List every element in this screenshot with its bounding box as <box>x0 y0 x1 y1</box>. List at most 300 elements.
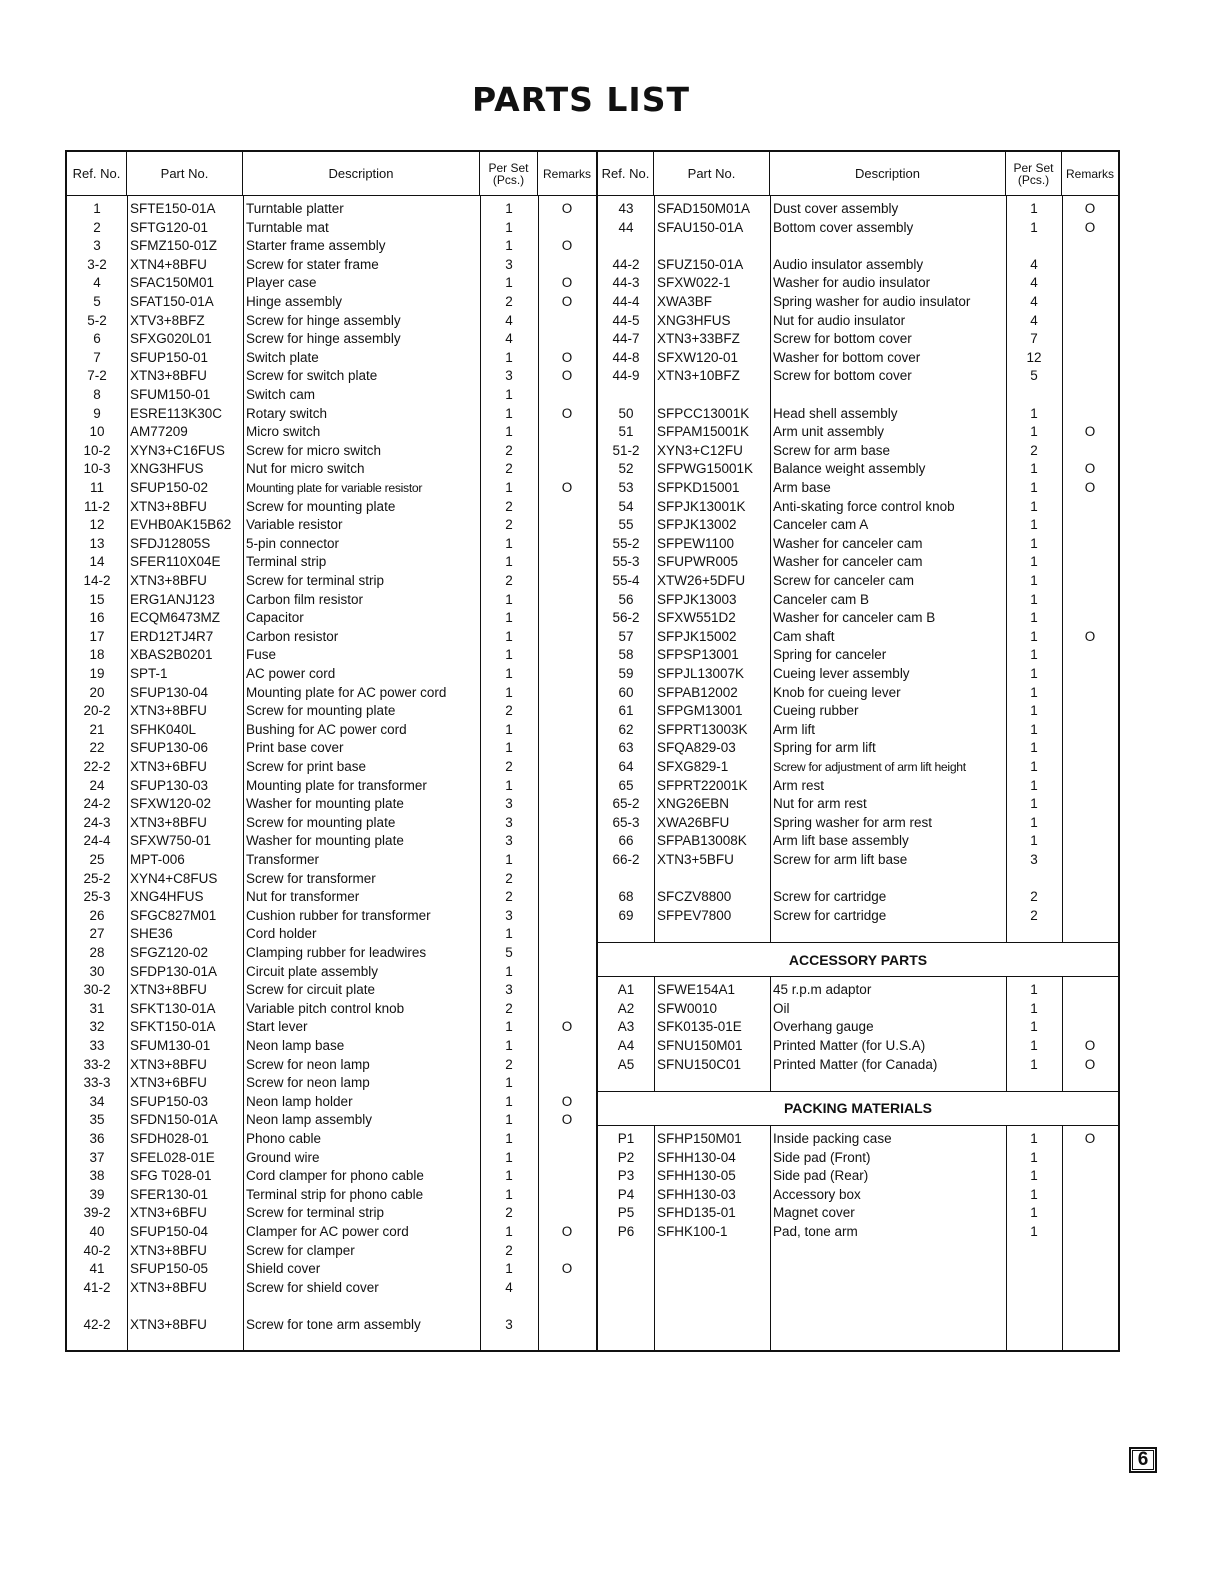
quantity-cell: 1 <box>505 777 513 793</box>
table-row <box>67 665 596 684</box>
header-per-set <box>1006 152 1062 195</box>
ref-no-cell: 20 <box>89 684 105 700</box>
table-row <box>598 795 1118 814</box>
quantity-cell: 1 <box>505 926 513 942</box>
part-no-cell: SFAC150M01 <box>130 275 215 291</box>
ref-no-cell: 33-2 <box>83 1056 111 1072</box>
quantity-cell: 2 <box>1030 907 1038 923</box>
part-no-cell: SFPAB13008K <box>657 833 747 849</box>
page-number: 6 <box>1132 1450 1154 1470</box>
ref-no-cell: 24-4 <box>83 833 111 849</box>
description-cell: Arm rest <box>773 777 825 793</box>
table-row <box>598 293 1118 312</box>
description-cell: Inside packing case <box>773 1131 892 1146</box>
description-cell: Screw for print base <box>246 759 367 774</box>
ref-no-cell: 11-2 <box>83 498 111 514</box>
remarks-cell: O <box>561 1224 573 1239</box>
ref-no-cell: 28 <box>89 945 105 960</box>
table-row <box>67 1186 596 1205</box>
ref-no-cell: 10-2 <box>83 442 111 458</box>
description-cell: Accessory box <box>773 1186 861 1202</box>
description-cell: Screw for bottom cover <box>773 331 912 347</box>
part-no-cell: SFTE150-01A <box>130 201 216 216</box>
remarks-cell: O <box>561 405 573 421</box>
part-no-cell: XTN3+8BFU <box>130 982 207 998</box>
ref-no-cell: 44-2 <box>612 256 640 272</box>
description-cell: Phono cable <box>246 1131 322 1146</box>
quantity-cell: 1 <box>1030 201 1038 216</box>
ref-no-cell: 33 <box>89 1038 105 1053</box>
description-cell: Screw for stater frame <box>246 256 379 272</box>
ref-no-cell: A1 <box>617 982 635 998</box>
description-cell: Variable resistor <box>246 517 343 533</box>
part-no-cell: SFPRT22001K <box>657 777 748 793</box>
part-no-cell: SFAD150M01A <box>657 201 751 216</box>
ref-no-cell: 17 <box>89 628 105 644</box>
description-cell: Washer for mounting plate <box>246 796 404 812</box>
ref-no-cell: 39-2 <box>83 1205 111 1221</box>
ref-no-cell: 25-3 <box>83 889 111 905</box>
quantity-cell: 1 <box>1030 480 1038 495</box>
quantity-cell: 1 <box>1030 814 1038 830</box>
ref-no-cell: 14 <box>89 554 105 570</box>
ref-no-cell: 24-2 <box>83 796 111 812</box>
ref-no-cell: P6 <box>617 1224 635 1239</box>
description-cell: Circuit plate assembly <box>246 963 379 979</box>
ref-no-cell: 34 <box>89 1093 105 1109</box>
ref-no-cell: 5 <box>93 294 101 309</box>
table-row <box>67 442 596 461</box>
part-no-cell: SFPJK13001K <box>657 498 746 514</box>
description-cell: Turntable mat <box>246 219 329 235</box>
description-cell: Balance weight assembly <box>773 461 926 477</box>
description-cell: Cam shaft <box>773 628 835 644</box>
part-no-cell: XTN3+6BFU <box>130 1205 207 1221</box>
table-row <box>598 721 1118 740</box>
remarks-cell: O <box>561 349 573 365</box>
ref-no-cell: 26 <box>89 907 105 923</box>
quantity-cell: 1 <box>505 666 513 681</box>
ref-no-cell: 44-4 <box>612 294 640 309</box>
quantity-cell: 3 <box>505 982 513 998</box>
part-no-cell: SFXG020L01 <box>130 331 212 347</box>
ref-no-cell: 50 <box>618 405 634 421</box>
ref-no-cell: 44-3 <box>612 275 640 291</box>
quantity-cell: 1 <box>1030 833 1038 849</box>
ref-no-cell: 13 <box>89 535 105 551</box>
table-row <box>67 1167 596 1186</box>
part-no-cell: SFAT150-01A <box>130 294 214 309</box>
description-cell: Canceler cam B <box>773 591 870 607</box>
description-cell: Screw for cartridge <box>773 889 887 905</box>
quantity-cell: 2 <box>505 870 513 886</box>
table-row <box>67 386 596 405</box>
remarks-cell: O <box>561 275 573 291</box>
ref-no-cell: 33-3 <box>83 1075 111 1091</box>
header-part-no: Part No. <box>127 152 243 195</box>
part-no-cell: ECQM6473MZ <box>130 610 221 626</box>
description-cell: Ground wire <box>246 1149 320 1165</box>
description-cell: Screw for mounting plate <box>246 703 396 719</box>
remarks-cell: O <box>561 480 573 495</box>
quantity-cell: 2 <box>505 294 513 309</box>
description-cell: Terminal strip for phono cable <box>246 1186 424 1202</box>
part-no-cell: SFG T028-01 <box>130 1168 212 1184</box>
quantity-cell: 1 <box>1030 219 1038 235</box>
ref-no-cell: 36 <box>89 1131 105 1146</box>
part-no-cell: SFXW120-01 <box>657 349 739 365</box>
quantity-cell: 1 <box>505 740 513 756</box>
quantity-cell: 1 <box>1030 1019 1038 1035</box>
header-ref-no: Ref. No. <box>67 152 127 195</box>
description-cell: Screw for arm base <box>773 442 891 458</box>
remarks-cell: O <box>1084 628 1096 644</box>
table-row <box>67 498 596 517</box>
part-no-cell: SFHH130-05 <box>657 1168 736 1184</box>
ref-no-cell: P3 <box>617 1168 635 1184</box>
remarks-cell: O <box>561 1019 573 1035</box>
quantity-cell: 2 <box>505 1000 513 1016</box>
quantity-cell: 1 <box>1030 1186 1038 1202</box>
description-cell: Bushing for AC power cord <box>246 721 407 737</box>
description-cell: Neon lamp holder <box>246 1093 353 1109</box>
quantity-cell: 1 <box>1030 405 1038 421</box>
table-row <box>598 832 1118 851</box>
ref-no-cell: 54 <box>618 498 634 514</box>
description-cell: Variable pitch control knob <box>246 1000 405 1016</box>
part-no-cell: XNG4HFUS <box>130 889 204 905</box>
quantity-cell: 1 <box>505 1038 513 1053</box>
description-cell: Knob for cueing lever <box>773 684 901 700</box>
table-row <box>67 572 596 591</box>
quantity-cell: 1 <box>505 721 513 737</box>
part-no-cell: SFUPWR005 <box>657 554 739 570</box>
ref-no-cell: 10 <box>89 424 105 440</box>
description-cell: Nut for arm rest <box>773 796 867 812</box>
part-no-cell: SFER130-01 <box>130 1186 209 1202</box>
header-per-set-line1: Per Set <box>488 160 529 175</box>
table-row <box>67 1316 596 1335</box>
table-row <box>598 888 1118 907</box>
part-no-cell: SFKT150-01A <box>130 1019 216 1035</box>
ref-no-cell: 7 <box>93 349 101 365</box>
description-cell: Audio insulator assembly <box>773 256 924 272</box>
table-row <box>67 423 596 442</box>
description-cell: Spring washer for arm rest <box>773 814 933 830</box>
header-remarks: Remarks <box>542 166 591 181</box>
ref-no-cell: 41-2 <box>83 1279 111 1295</box>
table-row <box>67 832 596 851</box>
quantity-cell: 2 <box>505 498 513 514</box>
part-no-cell: XTN3+8BFU <box>130 1279 207 1295</box>
part-no-cell: SFDJ12805S <box>130 535 211 551</box>
part-no-cell: SFPRT13003K <box>657 721 748 737</box>
part-no-cell: XNG3HFUS <box>130 461 204 477</box>
quantity-cell: 3 <box>505 368 513 384</box>
remarks-cell: O <box>561 1093 573 1109</box>
part-no-cell: SHE36 <box>130 926 173 942</box>
ref-no-cell: 65-3 <box>612 814 640 830</box>
remarks-cell: O <box>1084 219 1096 235</box>
part-no-cell: XTW26+5DFU <box>657 573 746 588</box>
description-cell: Bottom cover assembly <box>773 219 914 235</box>
description-cell: Arm base <box>773 480 831 495</box>
description-cell: Screw for clamper <box>246 1242 355 1258</box>
description-cell: Side pad (Front) <box>773 1149 871 1165</box>
table-row <box>67 888 596 907</box>
remarks-cell: O <box>561 201 573 216</box>
description-cell: Arm lift <box>773 721 815 737</box>
remarks-cell: O <box>561 238 573 254</box>
ref-no-cell: P1 <box>617 1131 635 1146</box>
quantity-cell: 1 <box>505 852 513 867</box>
ref-no-cell: A5 <box>617 1056 635 1072</box>
header-part-no: Part No. <box>654 152 770 195</box>
table-row <box>598 479 1118 498</box>
remarks-cell: O <box>1084 1056 1096 1072</box>
part-no-cell: MPT-006 <box>130 852 185 867</box>
part-no-cell: SFXG829-1 <box>657 759 729 774</box>
description-cell: Switch plate <box>246 349 319 365</box>
ref-no-cell: 40 <box>89 1224 105 1239</box>
quantity-cell: 4 <box>1030 275 1038 291</box>
quantity-cell: 3 <box>1030 852 1038 867</box>
quantity-cell: 1 <box>505 1112 513 1128</box>
ref-no-cell: 59 <box>618 666 634 681</box>
quantity-cell: 2 <box>505 1056 513 1072</box>
description-cell: Washer for canceler cam <box>773 554 923 570</box>
description-cell: Dust cover assembly <box>773 201 899 216</box>
table-row <box>598 851 1118 870</box>
quantity-cell: 1 <box>505 554 513 570</box>
ref-no-cell: 11 <box>89 480 104 495</box>
table-row <box>67 256 596 275</box>
table-row <box>598 907 1118 926</box>
ref-no-cell: 5-2 <box>87 312 107 328</box>
table-row <box>598 516 1118 535</box>
quantity-cell: 4 <box>505 1279 513 1295</box>
ref-no-cell: 61 <box>618 703 634 719</box>
quantity-cell: 1 <box>1030 554 1038 570</box>
quantity-cell: 1 <box>505 349 513 365</box>
table-row <box>67 535 596 554</box>
table-row <box>598 814 1118 833</box>
table-row <box>67 1242 596 1261</box>
quantity-cell: 1 <box>1030 1038 1038 1053</box>
table-row <box>67 925 596 944</box>
remarks-cell: O <box>561 1261 573 1277</box>
ref-no-cell: 30-2 <box>83 982 111 998</box>
ref-no-cell: 69 <box>618 907 634 923</box>
part-no-cell: SFUP130-06 <box>130 740 209 756</box>
table-row <box>67 237 596 256</box>
table-row <box>598 981 1118 1000</box>
ref-no-cell: 39 <box>89 1186 105 1202</box>
table-row <box>67 479 596 498</box>
quantity-cell: 4 <box>1030 256 1038 272</box>
part-no-cell: SFUP150-03 <box>130 1093 209 1109</box>
ref-no-cell: 62 <box>618 721 634 737</box>
quantity-cell: 3 <box>505 833 513 849</box>
table-row <box>67 1018 596 1037</box>
part-no-cell: SFPCC13001K <box>657 405 750 421</box>
quantity-cell: 2 <box>505 889 513 905</box>
ref-no-cell: P4 <box>617 1186 635 1202</box>
description-cell: Screw for tone arm assembly <box>246 1317 421 1332</box>
description-cell: Magnet cover <box>773 1205 855 1221</box>
ref-no-cell: 55 <box>618 517 634 533</box>
ref-no-cell: 58 <box>618 647 634 663</box>
quantity-cell: 1 <box>505 1261 513 1277</box>
quantity-cell: 1 <box>505 1149 513 1165</box>
quantity-cell: 1 <box>505 610 513 626</box>
part-no-cell: SFUP150-01 <box>130 349 209 365</box>
part-no-cell: XYN4+C8FUS <box>130 870 218 886</box>
quantity-cell: 5 <box>505 945 513 960</box>
part-no-cell: SFXW022-1 <box>657 275 731 291</box>
header-remarks: Remarks <box>1065 166 1114 181</box>
quantity-cell: 1 <box>1030 684 1038 700</box>
description-cell: Switch cam <box>246 387 316 402</box>
table-row <box>67 944 596 963</box>
quantity-cell: 1 <box>1030 610 1038 626</box>
table-row <box>67 516 596 535</box>
quantity-cell: 1 <box>505 1075 513 1091</box>
quantity-cell: 2 <box>1030 889 1038 905</box>
part-no-cell: XWA26BFU <box>657 814 730 830</box>
quantity-cell: 1 <box>1030 982 1038 998</box>
part-no-cell: SFXW120-02 <box>130 796 212 812</box>
description-cell: Fuse <box>246 647 277 663</box>
description-cell: Overhang gauge <box>773 1019 874 1035</box>
part-no-cell: SFDN150-01A <box>130 1112 218 1128</box>
table-row <box>598 442 1118 461</box>
description-cell: Head shell assembly <box>773 405 898 421</box>
table-row <box>67 1056 596 1075</box>
quantity-cell: 2 <box>505 573 513 588</box>
description-cell: Washer for mounting plate <box>246 833 404 849</box>
part-no-cell: SFKT130-01A <box>130 1000 216 1016</box>
part-no-cell: SFPAB12002 <box>657 684 738 700</box>
part-no-cell: SFPGM13001 <box>657 703 743 719</box>
table-row <box>598 1167 1118 1186</box>
remarks-cell: O <box>1084 1131 1096 1146</box>
table-row <box>67 1279 596 1298</box>
table-row <box>598 1130 1118 1149</box>
part-no-cell: XYN3+C12FU <box>657 442 743 458</box>
description-cell: Screw for bottom cover <box>773 368 912 384</box>
quantity-cell: 3 <box>505 796 513 812</box>
part-no-cell: XTN3+8BFU <box>130 1056 207 1072</box>
part-no-cell: SFHK100-1 <box>657 1224 728 1239</box>
description-cell: Mounting plate for transformer <box>246 777 427 793</box>
table-row <box>67 367 596 386</box>
part-no-cell: XTN3+8BFU <box>130 1317 207 1332</box>
ref-no-cell: 55-2 <box>612 535 640 551</box>
table-row <box>67 1037 596 1056</box>
description-cell: Cord holder <box>246 926 317 942</box>
quantity-cell: 3 <box>505 907 513 923</box>
table-row <box>67 907 596 926</box>
description-cell: Oil <box>773 1000 790 1016</box>
remarks-cell: O <box>1084 424 1096 440</box>
header-ref-no: Ref. No. <box>598 152 654 195</box>
parts-table-left <box>67 152 598 1350</box>
table-row <box>598 665 1118 684</box>
description-cell: Cushion rubber for transformer <box>246 907 431 923</box>
part-no-cell: SFHH130-03 <box>657 1186 736 1202</box>
table-row <box>598 535 1118 554</box>
table-row <box>67 460 596 479</box>
table-row <box>67 721 596 740</box>
description-cell: Nut for audio insulator <box>773 312 906 328</box>
description-cell: Washer for canceler cam B <box>773 610 936 626</box>
ref-no-cell: 44-9 <box>612 368 640 384</box>
part-no-cell: SFPJK13003 <box>657 591 737 607</box>
quantity-cell: 1 <box>505 1186 513 1202</box>
description-cell: Nut for transformer <box>246 889 360 905</box>
page-title: PARTS LIST <box>472 80 690 119</box>
ref-no-cell: 25 <box>89 852 105 867</box>
parts-table <box>65 150 1120 1352</box>
quantity-cell: 12 <box>1026 349 1042 365</box>
ref-no-cell: 2 <box>93 219 101 235</box>
ref-no-cell: 12 <box>89 517 105 533</box>
description-cell: Carbon film resistor <box>246 591 364 607</box>
description-cell: Cueing lever assembly <box>773 666 910 681</box>
quantity-cell: 5 <box>1030 368 1038 384</box>
ref-no-cell: 44-7 <box>612 331 640 347</box>
part-no-cell: SFUM130-01 <box>130 1038 211 1053</box>
quantity-cell: 1 <box>505 535 513 551</box>
table-row <box>598 219 1118 238</box>
description-cell: Start lever <box>246 1019 308 1035</box>
ref-no-cell: 41 <box>89 1261 105 1277</box>
table-row <box>67 777 596 796</box>
quantity-cell: 1 <box>1030 573 1038 588</box>
part-no-cell: SFXW551D2 <box>657 610 736 626</box>
quantity-cell: 1 <box>1030 666 1038 681</box>
ref-no-cell: 55-3 <box>612 554 640 570</box>
ref-no-cell: A4 <box>617 1038 635 1053</box>
description-cell: Screw for micro switch <box>246 442 382 458</box>
description-cell: Screw for hinge assembly <box>246 312 401 328</box>
part-no-cell: SFGC827M01 <box>130 907 217 923</box>
part-no-cell: XTV3+8BFZ <box>130 312 205 328</box>
description-cell: Screw for terminal strip <box>246 573 385 588</box>
quantity-cell: 1 <box>1030 1056 1038 1072</box>
description-cell: Washer for audio insulator <box>773 275 931 291</box>
part-no-cell: SFNU150C01 <box>657 1056 742 1072</box>
header-per-set-line1: Per Set <box>1013 160 1054 175</box>
header-description: Description <box>243 152 480 195</box>
table-row <box>67 851 596 870</box>
section-header-packing: PACKING MATERIALS <box>598 1091 1118 1126</box>
part-no-cell: SFEL028-01E <box>130 1149 215 1165</box>
quantity-cell: 1 <box>1030 703 1038 719</box>
part-no-cell: XTN3+6BFU <box>130 1075 207 1091</box>
table-row <box>67 1260 596 1279</box>
table-row <box>67 1074 596 1093</box>
ref-no-cell: 7-2 <box>87 368 107 384</box>
ref-no-cell: 22 <box>89 740 105 756</box>
description-cell: Rotary switch <box>246 405 328 421</box>
ref-no-cell: 18 <box>89 647 105 663</box>
quantity-cell: 1 <box>505 405 513 421</box>
table-row <box>598 777 1118 796</box>
table-row <box>598 702 1118 721</box>
ref-no-cell: 3-2 <box>87 256 107 272</box>
